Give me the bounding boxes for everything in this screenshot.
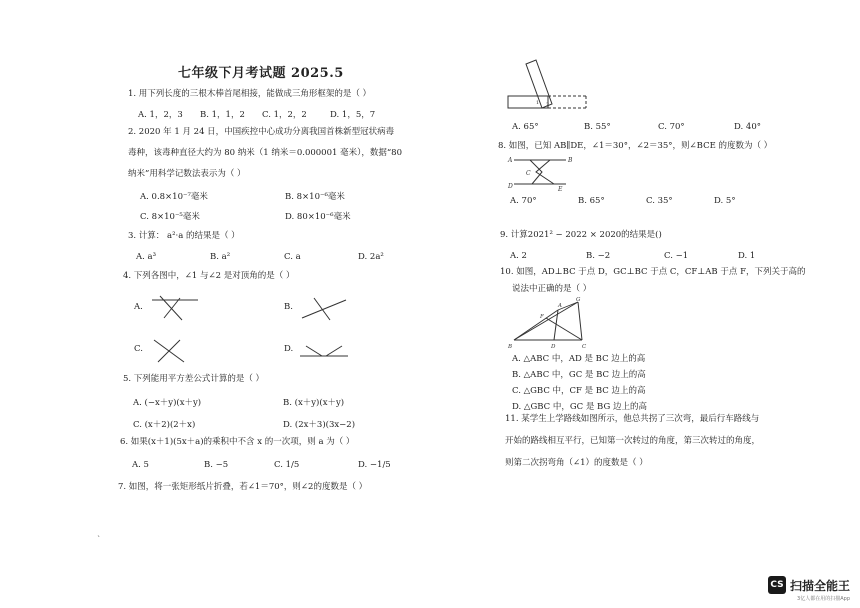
option-c: C. 1，2，2 [262, 110, 307, 120]
label-c: C [582, 344, 587, 350]
label-a: A [558, 303, 562, 309]
svg-text:2: 2 [546, 102, 550, 108]
option-c: C. [134, 344, 143, 354]
option-d: D. 80×10⁻⁶毫米 [285, 212, 351, 222]
option-d: D. 5° [714, 196, 736, 206]
question-11-line-3: 则第二次拐弯角（∠1）的度数是（ ） [505, 458, 648, 468]
question-11-line-2: 开始的路线相互平行，已知第一次转过的角度，第三次转过的角度， [505, 436, 761, 446]
q4-figure-b [300, 294, 350, 322]
label-c: C [526, 170, 531, 177]
question-5: 5. 下列能用平方差公式计算的是（ ） [123, 374, 265, 384]
q7-figure-folded-rectangle [506, 58, 590, 112]
question-4: 4. 下列各图中，∠1 与∠2 是对顶角的是（ ） [123, 271, 295, 281]
q8-figure [506, 154, 576, 192]
question-7: 7. 如图，将一张矩形纸片折叠，若∠1＝70°，则∠2的度数是（ ） [118, 482, 368, 492]
q4-figure-d [298, 340, 350, 362]
option-c: C. 1/5 [274, 460, 300, 470]
option-b: B. 8×10⁻⁶毫米 [285, 192, 345, 202]
label-b: B [508, 344, 513, 350]
label-e: E [558, 186, 563, 192]
option-b: B. 1，1，2 [200, 110, 245, 120]
option-c: C. a [284, 252, 301, 262]
camscanner-icon: CS [768, 576, 786, 594]
option-b: B. −2 [586, 251, 611, 261]
option-a: A. a³ [136, 252, 157, 262]
option-c: C. 70° [658, 122, 685, 132]
option-a: A. △ABC 中，AD 是 BC 边上的高 [512, 354, 646, 364]
q4-figure-a [150, 294, 200, 324]
question-10-line-1: 10. 如图，AD⊥BC 于点 D，GC⊥BC 于点 C，CF⊥AB 于点 F，下列关于高的 [500, 267, 806, 277]
option-a: A. 0.8×10⁻⁷毫米 [140, 192, 208, 202]
label-f: F [540, 314, 544, 320]
page-title: 七年级下月考试题 2025.5 [178, 66, 344, 81]
option-a: A. 1，2，3 [138, 110, 183, 120]
label-d: D [508, 183, 513, 190]
label-g: G [576, 297, 581, 303]
option-a: A. 2 [510, 251, 527, 261]
option-b: B. [284, 302, 293, 312]
option-d: D. 2a² [358, 252, 384, 262]
option-a: A. (−x＋y)(x＋y) [133, 398, 202, 408]
question-6: 6. 如果(x＋1)(5x＋a)的乘积中不含 x 的一次项，则 a 为（ ） [120, 437, 355, 447]
app-tagline: 3亿人都在用的扫描App [797, 596, 850, 602]
option-d: D. △GBC 中，GC 是 BG 边上的高 [512, 402, 647, 412]
option-d: D. −1/5 [358, 460, 391, 470]
question-2-line-3: 纳米”用科学记数法表示为（ ） [128, 169, 246, 179]
question-1: 1. 用下列长度的三根木棒首尾相接，能做成三角形框架的是（ ） [128, 89, 372, 99]
option-b: B. 55° [584, 122, 611, 132]
stray-mark: ˋ [97, 535, 101, 544]
option-a: A. 65° [512, 122, 539, 132]
option-c: C. 8×10⁻⁵毫米 [140, 212, 200, 222]
app-name: 扫描全能王 [789, 578, 850, 593]
question-11-line-1: 11. 某学生上学路线如图所示，他总共拐了三次弯，最后行车路线与 [505, 414, 760, 424]
option-b: B. (x＋y)(x＋y) [283, 398, 345, 408]
option-b: B. △ABC 中，GC 是 BC 边上的高 [512, 370, 646, 380]
option-c: C. △GBC 中，CF 是 BC 边上的高 [512, 386, 646, 396]
scanner-app-logo [768, 576, 850, 602]
option-d: D. (2x＋3)(3x−2) [283, 420, 356, 430]
option-a: A. 70° [510, 196, 537, 206]
option-d: D. 1 [738, 251, 756, 261]
option-c: C. (x＋2)(2＋x) [133, 420, 196, 430]
question-3: 3. 计算： a²·a 的结果是（ ） [128, 231, 240, 241]
option-c: C. −1 [664, 251, 689, 261]
question-2-line-2: 毒种，该毒种直径大约为 80 纳米（1 纳米＝0.000001 毫米），数据“80 [128, 148, 403, 158]
option-b: B. −5 [204, 460, 229, 470]
option-a: A. 5 [132, 460, 149, 470]
option-d: D. 40° [734, 122, 761, 132]
option-d: D. [284, 344, 294, 354]
svg-text:1: 1 [536, 100, 540, 106]
question-9: 9. 计算2021² − 2022 × 2020的结果是() [500, 230, 662, 240]
option-a: A. [134, 302, 143, 312]
label-a: A [508, 157, 513, 164]
option-c: C. 35° [646, 196, 673, 206]
option-d: D. 1，5，7 [330, 110, 376, 120]
label-b: B [568, 157, 573, 164]
q10-figure [506, 296, 596, 352]
option-b: B. a² [210, 252, 231, 262]
q4-figure-c [150, 336, 190, 366]
label-d: D [551, 344, 556, 350]
option-b: B. 65° [578, 196, 605, 206]
question-10-line-2: 说法中正确的是（ ） [512, 284, 592, 294]
question-8: 8. 如图，已知 AB∥DE，∠1＝30°，∠2＝35°，则∠BCE 的度数为（ ） [498, 141, 773, 151]
question-2-line-1: 2. 2020 年 1 月 24 日，中国疾控中心成功分离我国首株新型冠状病毒 [128, 127, 395, 137]
